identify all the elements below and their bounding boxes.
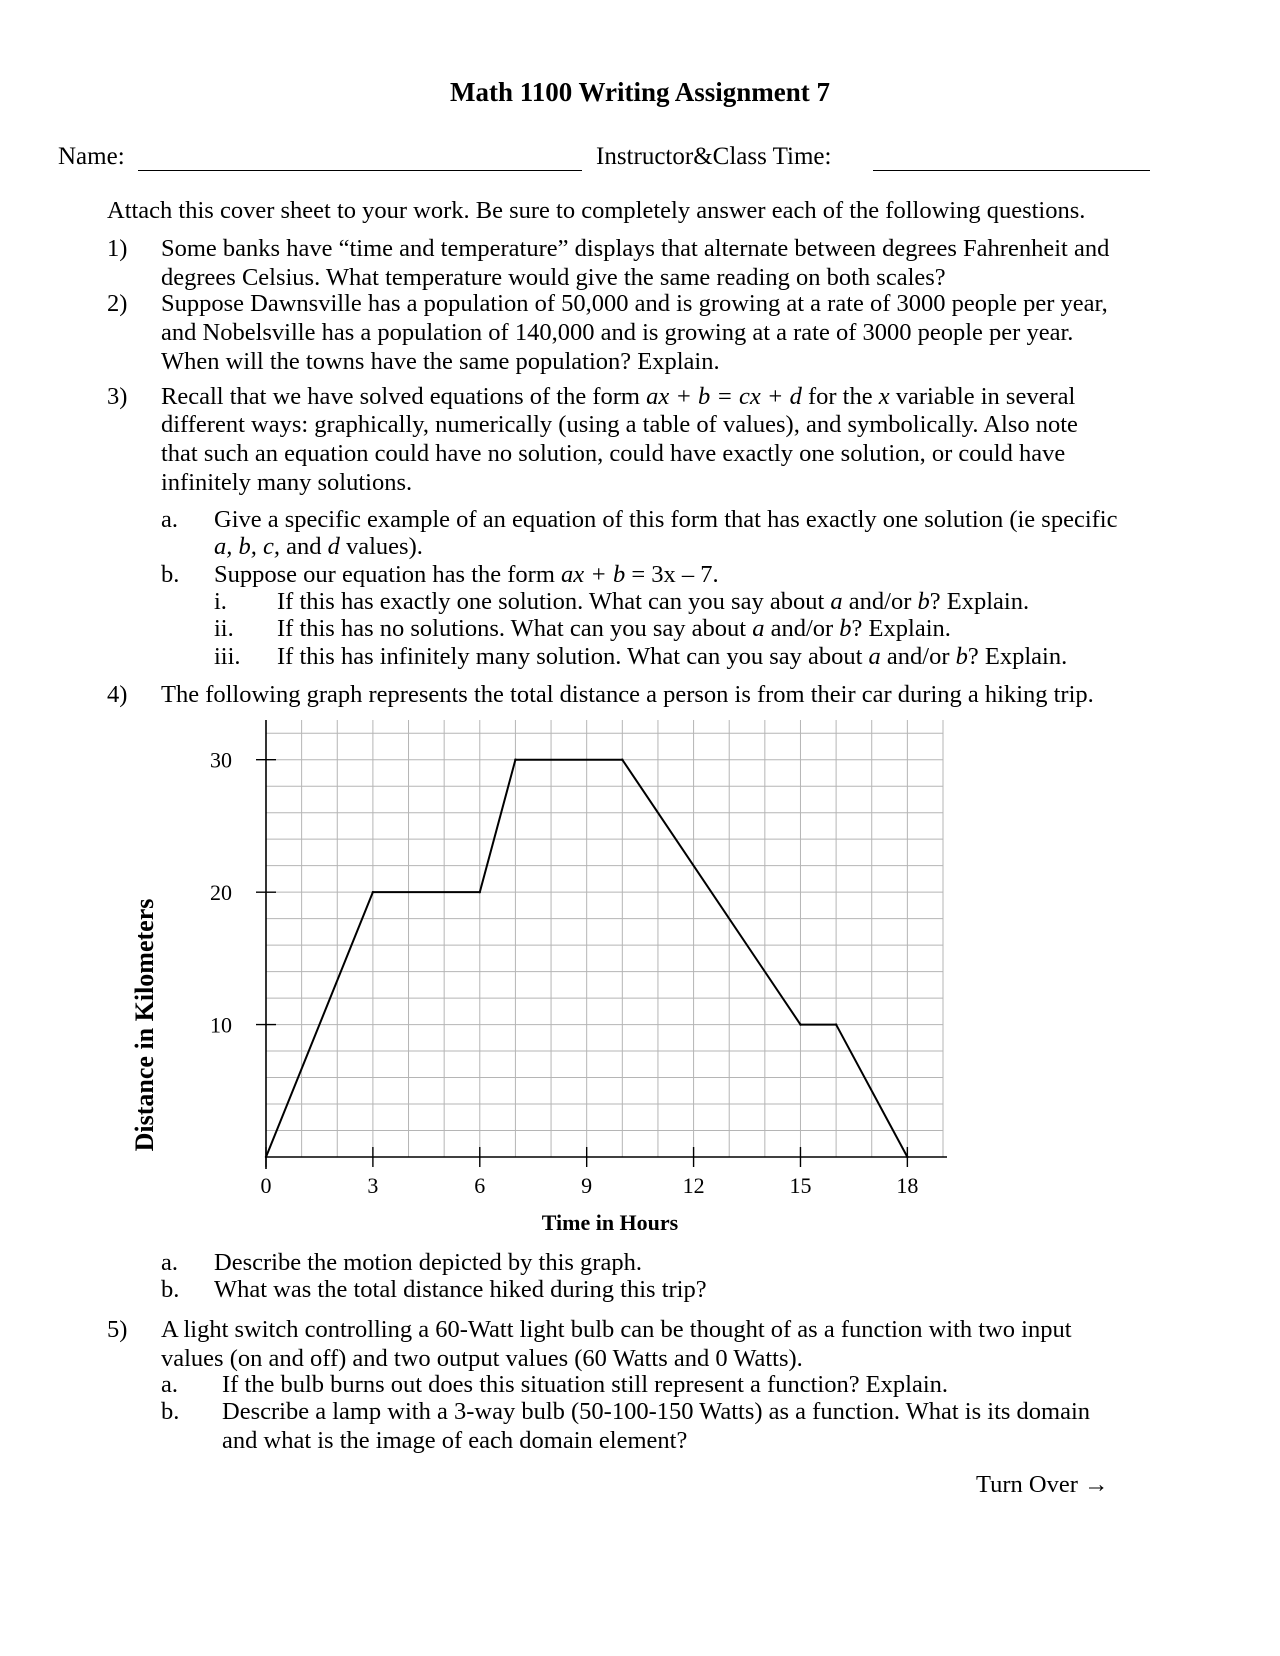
q3-line1-post: variable in several <box>895 383 1076 410</box>
q3b-ii-post: ? Explain. <box>851 615 951 642</box>
q5a-label: a. <box>161 1371 178 1398</box>
q3b-i-pre: If this has exactly one solution. What can you say about <box>277 588 825 615</box>
q3b-i-label: i. <box>214 588 227 615</box>
q3a-line2 <box>214 532 423 561</box>
q3b-i-and: and/or <box>848 588 912 615</box>
data-point <box>479 891 481 893</box>
q3b-post: = 3x – 7. <box>631 561 719 588</box>
instructor-label: Instructor&Class Time: <box>596 143 832 170</box>
q3b-ii-label: ii. <box>214 615 234 642</box>
q4b-text: What was the total distance hiked during this trip? <box>214 1276 707 1303</box>
q3b-iii-b: b <box>955 643 968 670</box>
data-point <box>372 891 374 893</box>
page-title: Math 1100 Writing Assignment 7 <box>449 77 831 107</box>
intro-text: Attach this cover sheet to your work. Be sure to completely answer each of the following questions. <box>107 197 1086 224</box>
q3-line1 <box>161 382 1075 411</box>
q3-rest: different ways: graphically, numerically (using a table of values), and symbolically. Also note that such an equation could have no solution, could have exactly one solution, or could have infinitely many solutions. <box>161 411 1078 496</box>
y-tick-label: 10 <box>210 1012 232 1038</box>
x-axis-label: Time in Hours <box>541 1210 679 1235</box>
q3b-i-text <box>277 587 1029 616</box>
q3b-ii-and: and/or <box>770 615 834 642</box>
name-label: Name: <box>58 143 125 170</box>
q3-number: 3) <box>107 383 128 410</box>
q5b-text: Describe a lamp with a 3-way bulb (50-100-150 Watts) as a function. What is its domain and what is the image of each domain element? <box>222 1398 1091 1454</box>
x-tick-label: 0 <box>260 1173 272 1198</box>
q5b-label: b. <box>161 1398 180 1425</box>
q4-text: The following graph represents the total distance a person is from their car during a hiking trip. <box>161 681 1094 708</box>
q3a-values: values). <box>346 533 423 560</box>
data-point <box>799 1023 801 1025</box>
data-point <box>906 1156 908 1158</box>
q3b-iii-and: and/or <box>886 643 950 670</box>
q3b-ii-pre: If this has no solutions. What can you say about <box>277 615 747 642</box>
x-tick-label: 3 <box>367 1173 379 1198</box>
q2-text: Suppose Dawnsville has a population of 50,000 and is growing at a rate of 3000 people per year, and Nobelsville has a population of 140,000 and is growing at a rate of 3000 people per year. When will the towns have the same population? Explain. <box>161 290 1108 375</box>
q2-number: 2) <box>107 290 128 317</box>
chart-axes <box>266 720 947 1169</box>
q3b-i-a: a <box>830 588 843 615</box>
q3b-iii-text <box>277 642 1067 671</box>
q4-number: 4) <box>107 681 128 708</box>
y-axis-label: Distance in Kilometers <box>130 898 159 1152</box>
x-tick-label: 9 <box>581 1173 593 1198</box>
q3b-eq: ax + b <box>561 561 626 588</box>
q3-line1-pre: Recall that we have solved equations of the form <box>161 383 640 410</box>
q1-number: 1) <box>107 235 128 262</box>
q5a-text: If the bulb burns out does this situation still represent a function? Explain. <box>222 1371 949 1398</box>
q3b-iii-label: iii. <box>214 643 241 670</box>
q3b-iii-pre: If this has infinitely many solution. What can you say about <box>277 643 863 670</box>
q3a-line1: Give a specific example of an equation of this form that has exactly one solution (ie specific <box>214 506 1118 533</box>
q3-line1-mid: for the <box>807 383 873 410</box>
q5-number: 5) <box>107 1316 128 1343</box>
q3b-i-b: b <box>917 588 930 615</box>
q3b-iii-a: a <box>868 643 881 670</box>
q3b-ii-a: a <box>752 615 765 642</box>
q3b-iii-post: ? Explain. <box>967 643 1068 670</box>
q4a-text: Describe the motion depicted by this graph. <box>214 1249 642 1276</box>
x-tick-label: 15 <box>789 1173 812 1198</box>
y-tick-label: 20 <box>210 880 232 906</box>
chart-grid <box>266 720 943 1157</box>
q3a-label: a. <box>161 506 178 533</box>
data-point <box>621 759 623 761</box>
q1-text: Some banks have “time and temperature” displays that alternate between degrees Fahrenheit and degrees Celsius. What temperature would give the same reading on both scales? <box>161 235 1110 291</box>
q3b-text <box>214 560 719 589</box>
q3b-ii-text <box>277 614 951 643</box>
q4b-label: b. <box>161 1276 180 1303</box>
x-tick-label: 18 <box>896 1173 919 1198</box>
data-point <box>514 759 516 761</box>
q3a-and: and <box>286 533 322 560</box>
q3-variable: x <box>878 383 890 410</box>
data-point <box>835 1023 837 1025</box>
q3b-i-post: ? Explain. <box>929 588 1030 615</box>
q3-equation: ax + b = cx + d <box>646 383 802 410</box>
instructor-field[interactable] <box>873 170 1150 171</box>
q5-text: A light switch controlling a 60-Watt light bulb can be thought of as a function with two input values (on and off) and two output values (60 Watts and 0 Watts). <box>161 1316 1072 1372</box>
q4a-label: a. <box>161 1249 178 1276</box>
q3b-label: b. <box>161 561 180 588</box>
x-tick-label: 6 <box>474 1173 486 1198</box>
x-tick-label: 12 <box>682 1173 705 1198</box>
turn-over-label: Turn Over → <box>976 1471 1109 1498</box>
q3a-d: d <box>327 533 340 560</box>
q3b-ii-b: b <box>839 615 852 642</box>
data-point <box>265 1156 267 1158</box>
name-field[interactable] <box>138 170 582 171</box>
distance-time-chart <box>120 720 980 1250</box>
y-tick-label: 30 <box>210 747 232 773</box>
q3a-vars: a, b, c, <box>214 533 280 560</box>
q3b-pre: Suppose our equation has the form <box>214 561 555 588</box>
